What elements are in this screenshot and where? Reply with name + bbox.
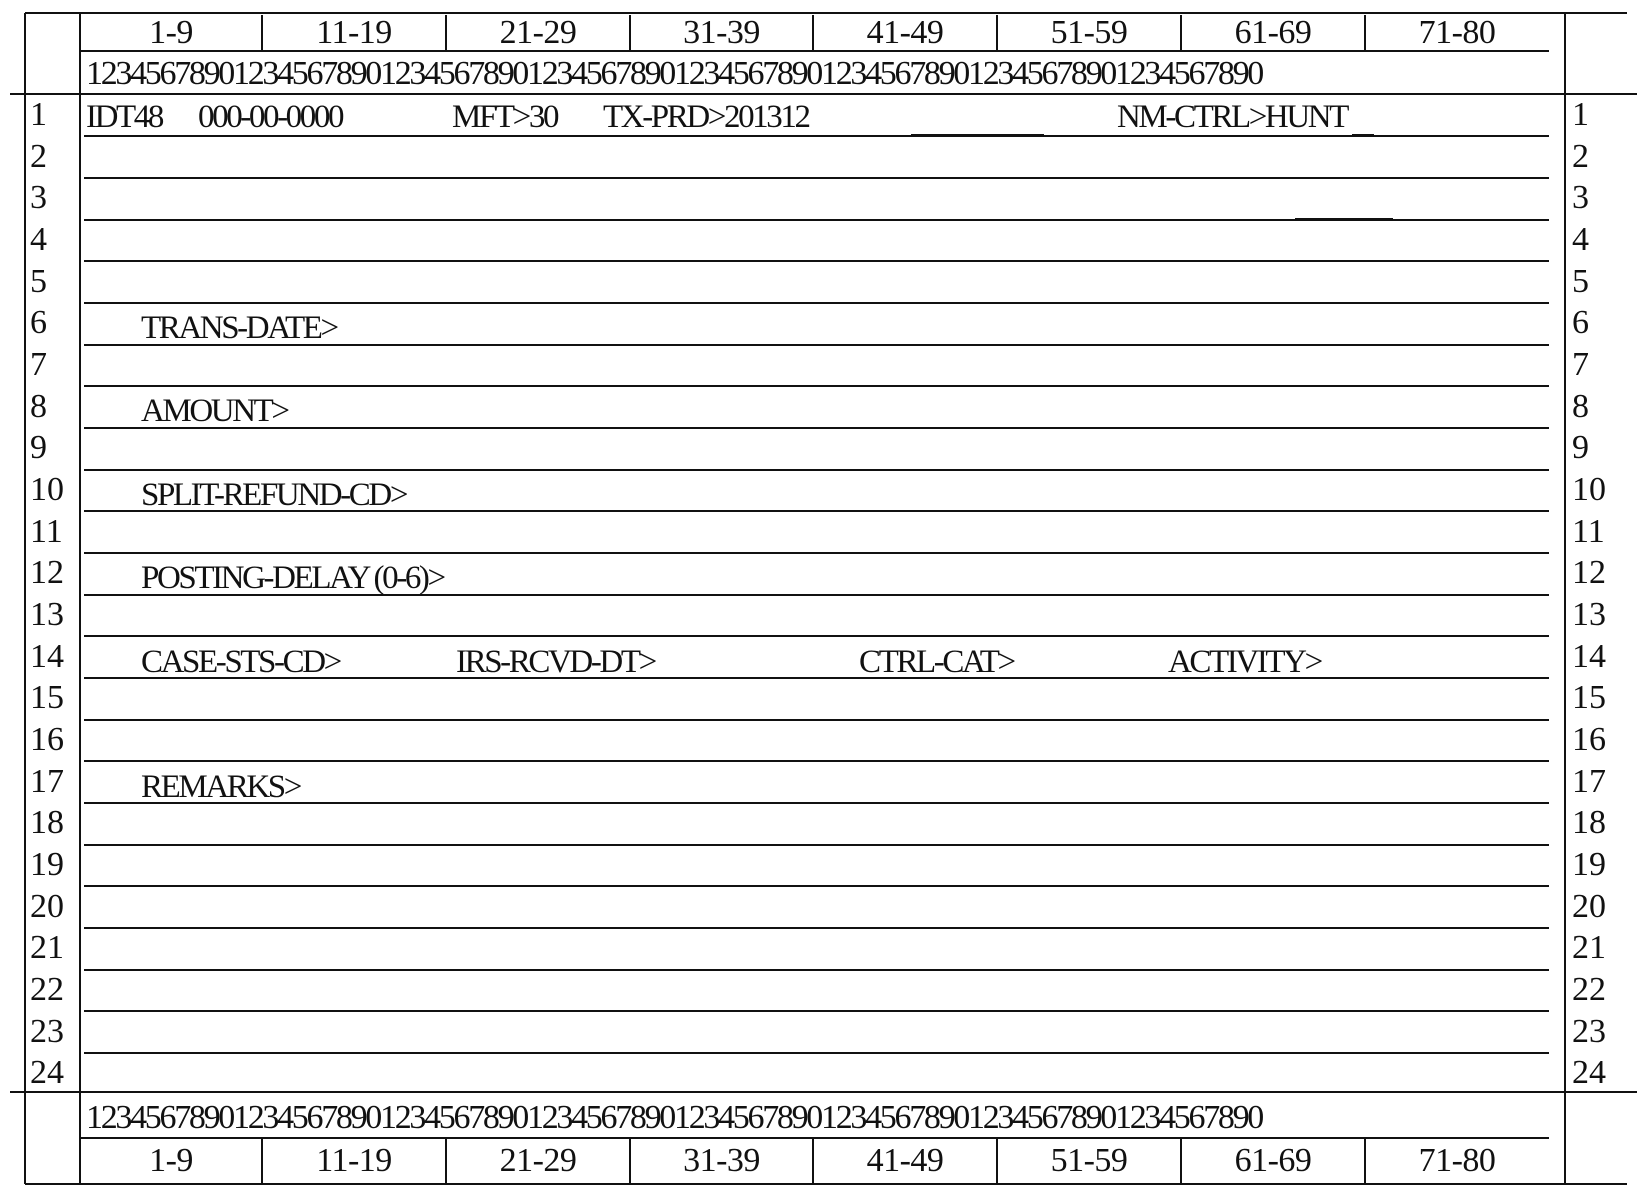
- row-number-left: 16: [30, 721, 64, 758]
- row-number-left: 17: [30, 763, 64, 800]
- row-number-left: 6: [30, 304, 47, 341]
- column-range-label: 51-59: [1050, 14, 1128, 51]
- row-number-left: 23: [30, 1013, 64, 1050]
- row-number-right: 10: [1572, 471, 1606, 508]
- row-number-left: 2: [30, 138, 47, 175]
- row-number-right: 14: [1572, 638, 1606, 675]
- tin-field[interactable]: 000-00-0000: [198, 99, 343, 135]
- row-number-right: 18: [1572, 804, 1606, 841]
- column-range-label: 71-80: [1418, 1142, 1496, 1179]
- row-number-right: 13: [1572, 596, 1606, 633]
- column-range-label: 21-29: [499, 1142, 577, 1179]
- column-range-label: 31-39: [683, 1142, 760, 1179]
- column-range-label: 1-9: [149, 1142, 193, 1179]
- row-number-right: 19: [1572, 846, 1606, 883]
- row-number-left: 11: [30, 513, 63, 550]
- row-number-left: 15: [30, 679, 64, 716]
- row-number-right: 17: [1572, 763, 1606, 800]
- row-number-left: 22: [30, 971, 64, 1008]
- column-range-label: 11-19: [316, 14, 392, 51]
- row-number-left: 18: [30, 804, 64, 841]
- posting-delay-label: POSTING-DELAY (0-6)>: [141, 560, 444, 596]
- column-range-label: 61-69: [1234, 14, 1312, 51]
- row-number-left: 12: [30, 554, 64, 591]
- tax-period-field[interactable]: TX-PRD>201312: [603, 99, 809, 135]
- row-number-right: 9: [1572, 429, 1589, 466]
- row-number-right: 2: [1572, 138, 1589, 175]
- row-number-left: 13: [30, 596, 64, 633]
- trans-date-label: TRANS-DATE>: [141, 310, 337, 346]
- row-number-left: 19: [30, 846, 64, 883]
- activity-label: ACTIVITY>: [1168, 644, 1321, 680]
- row-number-right: 20: [1572, 888, 1606, 925]
- row-number-right: 1: [1572, 96, 1589, 133]
- row-number-left: 5: [30, 263, 47, 300]
- row-number-left: 10: [30, 471, 64, 508]
- row-number-left: 8: [30, 388, 47, 425]
- row-number-left: 21: [30, 929, 64, 966]
- amount-label: AMOUNT>: [141, 393, 288, 429]
- row-number-left: 24: [30, 1054, 64, 1091]
- mft-field[interactable]: MFT>30: [452, 99, 558, 135]
- column-range-label: 41-49: [866, 1142, 944, 1179]
- row-number-left: 4: [30, 221, 47, 258]
- row-number-right: 24: [1572, 1054, 1606, 1091]
- top-column-digits: 12345678901234567890123456789012345678901234567890123456789012345678901234567890: [86, 55, 1263, 92]
- row-number-left: 3: [30, 179, 47, 216]
- row-number-right: 21: [1572, 929, 1606, 966]
- row-number-right: 3: [1572, 179, 1589, 216]
- irs-received-label: IRS-RCVD-DT>: [456, 644, 655, 680]
- row-number-right: 8: [1572, 388, 1589, 425]
- row-number-right: 12: [1572, 554, 1606, 591]
- row-number-left: 14: [30, 638, 64, 675]
- remarks-label: REMARKS>: [141, 769, 300, 805]
- row-number-left: 1: [30, 96, 47, 133]
- column-range-label: 61-69: [1234, 1142, 1312, 1179]
- column-range-label: 11-19: [316, 1142, 392, 1179]
- row-number-left: 9: [30, 429, 47, 466]
- bottom-column-digits: 12345678901234567890123456789012345678901234567890123456789012345678901234567890: [86, 1099, 1263, 1136]
- column-range-label: 31-39: [683, 14, 760, 51]
- split-refund-label: SPLIT-REFUND-CD>: [141, 477, 407, 513]
- case-status-label: CASE-STS-CD>: [141, 644, 340, 680]
- row-number-right: 23: [1572, 1013, 1606, 1050]
- column-range-label: 71-80: [1418, 14, 1496, 51]
- row-number-right: 5: [1572, 263, 1589, 300]
- column-range-label: 1-9: [149, 14, 193, 51]
- row-number-right: 6: [1572, 304, 1589, 341]
- row-number-right: 7: [1572, 346, 1589, 383]
- name-control-field[interactable]: NM-CTRL>HUNT: [1117, 99, 1347, 135]
- row-number-right: 4: [1572, 221, 1589, 258]
- row-number-left: 20: [30, 888, 64, 925]
- column-range-label: 41-49: [866, 14, 944, 51]
- row-number-right: 22: [1572, 971, 1606, 1008]
- row-number-right: 15: [1572, 679, 1606, 716]
- control-category-label: CTRL-CAT>: [859, 644, 1014, 680]
- row-number-left: 7: [30, 346, 47, 383]
- column-range-label: 51-59: [1050, 1142, 1128, 1179]
- row-number-right: 16: [1572, 721, 1606, 758]
- command-code: IDT48: [86, 99, 162, 135]
- row-number-right: 11: [1572, 513, 1605, 550]
- column-range-label: 21-29: [499, 14, 577, 51]
